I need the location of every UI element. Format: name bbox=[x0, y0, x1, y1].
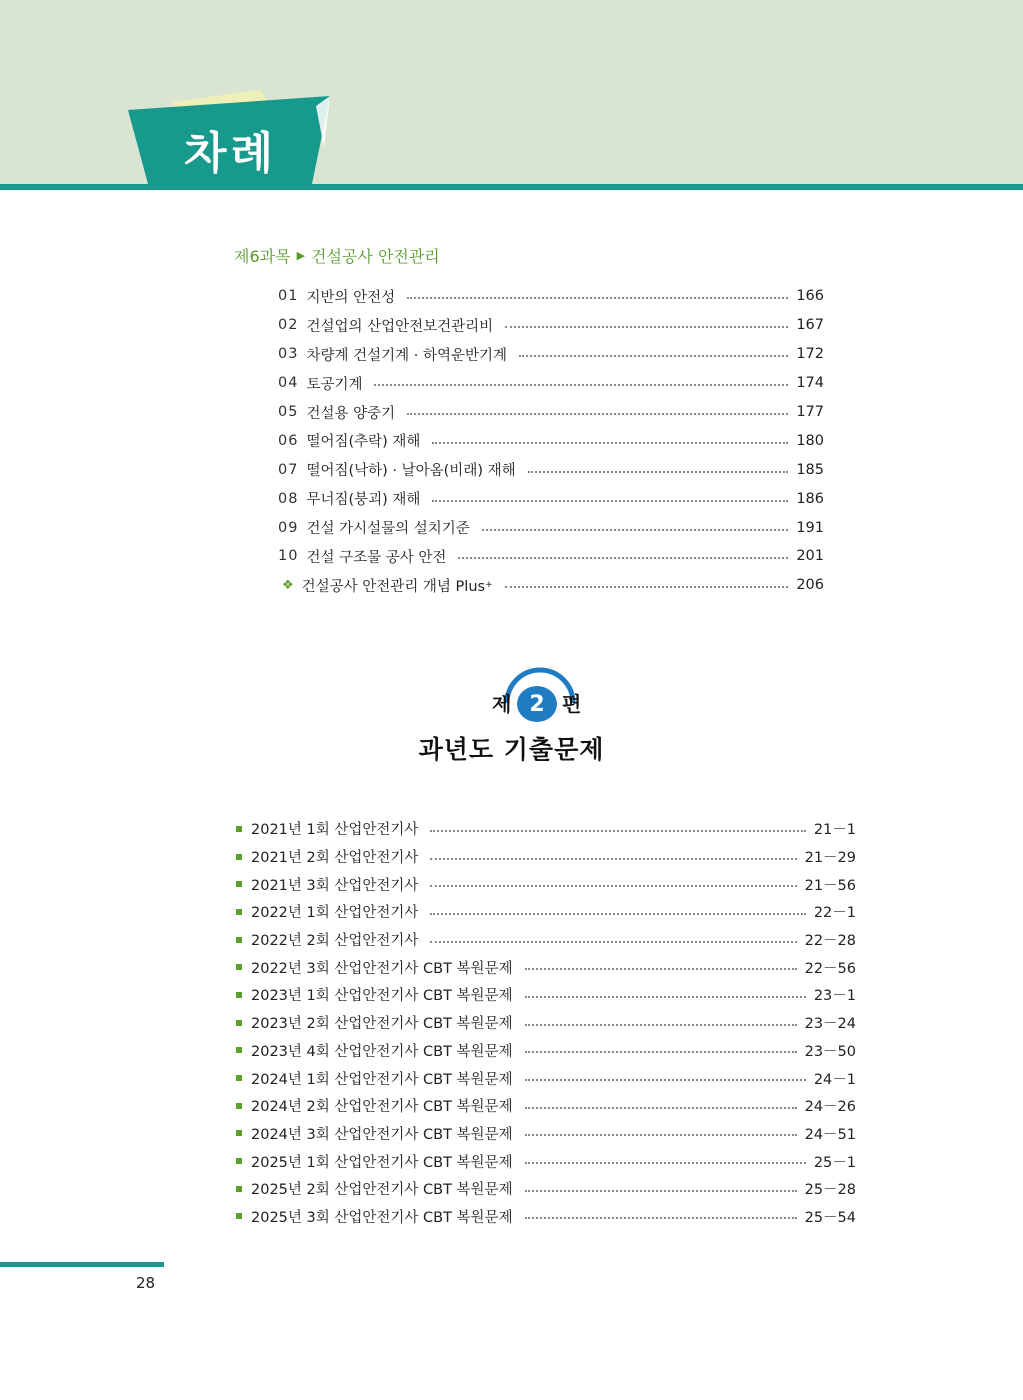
toc-entry[interactable] bbox=[278, 542, 824, 571]
exam-entry[interactable] bbox=[236, 843, 856, 871]
toc-entry[interactable] bbox=[278, 340, 824, 369]
toc-entry[interactable] bbox=[278, 513, 824, 542]
dot-leader bbox=[407, 413, 788, 415]
exam-entry-page: 21－56 bbox=[804, 877, 856, 894]
toc-entry[interactable] bbox=[278, 426, 824, 455]
header-rule bbox=[0, 184, 1023, 190]
toc-entry-page: 167 bbox=[796, 317, 824, 334]
dot-leader bbox=[525, 1217, 797, 1219]
exam-entry[interactable] bbox=[236, 1203, 856, 1231]
dot-leader bbox=[528, 471, 789, 473]
exam-entry-title: 2023년 4회 산업안전기사 CBT 복원문제 bbox=[251, 1043, 513, 1060]
exam-entry-title: 2025년 2회 산업안전기사 CBT 복원문제 bbox=[251, 1182, 513, 1199]
exam-entry[interactable] bbox=[236, 953, 856, 981]
exam-entry[interactable] bbox=[236, 926, 856, 954]
dot-leader bbox=[430, 913, 805, 915]
exam-entry[interactable] bbox=[236, 981, 856, 1009]
exam-entry[interactable] bbox=[236, 1037, 856, 1065]
dot-leader bbox=[519, 355, 788, 357]
exam-entry-page: 21－29 bbox=[804, 850, 856, 867]
toc-entry-page: 185 bbox=[796, 461, 824, 478]
toc-entry-title: 건설 구조물 공사 안전 bbox=[306, 549, 447, 566]
square-bullet-icon bbox=[236, 909, 242, 915]
exam-entry-page: 22－28 bbox=[804, 933, 856, 950]
exam-entry-page: 25－54 bbox=[804, 1209, 856, 1226]
exam-entry-page: 24－1 bbox=[813, 1071, 856, 1088]
dot-leader bbox=[525, 1079, 806, 1081]
toc-entry-number: 02 bbox=[278, 317, 299, 334]
page-number: 28 bbox=[136, 1274, 156, 1292]
exam-entry-page: 22－56 bbox=[804, 960, 856, 977]
section-label: 제6과목 bbox=[234, 247, 291, 266]
square-bullet-icon bbox=[236, 1020, 242, 1026]
exam-entry-page: 23－50 bbox=[804, 1043, 856, 1060]
exam-entry-page: 21－1 bbox=[813, 822, 856, 839]
toc-entry[interactable] bbox=[278, 311, 824, 340]
exam-entry[interactable] bbox=[236, 898, 856, 926]
toc-entry-number: 03 bbox=[278, 346, 299, 363]
exam-entry-title: 2024년 3회 산업안전기사 CBT 복원문제 bbox=[251, 1126, 513, 1143]
exam-entry-page: 25－28 bbox=[804, 1182, 856, 1199]
part-prefix: 제 bbox=[492, 692, 512, 716]
toc-entry-number: 05 bbox=[278, 404, 299, 420]
exam-entry[interactable] bbox=[236, 1064, 856, 1092]
exam-entry[interactable] bbox=[236, 1120, 856, 1148]
exam-entry-title: 2022년 1회 산업안전기사 bbox=[251, 905, 419, 922]
section-toc bbox=[278, 282, 824, 600]
part-suffix: 편 bbox=[562, 692, 582, 716]
exam-entry-title: 2022년 3회 산업안전기사 CBT 복원문제 bbox=[251, 960, 513, 977]
dot-leader bbox=[430, 885, 796, 887]
dot-leader bbox=[525, 968, 797, 970]
dot-leader bbox=[525, 1162, 806, 1164]
exam-entry-title: 2021년 2회 산업안전기사 bbox=[251, 850, 419, 867]
dot-leader bbox=[374, 384, 788, 386]
square-bullet-icon bbox=[236, 1130, 242, 1136]
square-bullet-icon bbox=[236, 1158, 242, 1164]
toc-entry-number: 08 bbox=[278, 490, 299, 507]
toc-entry-title: 떨어짐(낙하) · 날아옴(비래) 재해 bbox=[306, 463, 516, 480]
toc-entry-number: 06 bbox=[278, 432, 299, 449]
toc-entry-title: 무너짐(붕괴) 재해 bbox=[306, 492, 421, 509]
section-heading bbox=[234, 244, 440, 267]
dot-leader bbox=[525, 1134, 797, 1136]
square-bullet-icon bbox=[236, 1047, 242, 1053]
section-title: 건설공사 안전관리 bbox=[311, 247, 440, 266]
dot-leader bbox=[432, 500, 788, 502]
exam-entry[interactable] bbox=[236, 1092, 856, 1120]
dot-leader bbox=[482, 529, 789, 531]
toc-entry-number: 10 bbox=[278, 548, 299, 565]
exam-entry[interactable] bbox=[236, 1009, 856, 1037]
toc-entry-number: 07 bbox=[278, 461, 299, 478]
dot-leader bbox=[458, 557, 788, 559]
exam-toc bbox=[236, 815, 856, 1230]
toc-entry-number: 04 bbox=[278, 375, 299, 392]
dot-leader bbox=[430, 830, 805, 832]
exam-entry[interactable] bbox=[236, 870, 856, 898]
toc-entry-title: 건설업의 산업안전보건관리비 bbox=[306, 318, 494, 335]
toc-entry-page: 180 bbox=[796, 432, 824, 449]
exam-entry-page: 23－1 bbox=[813, 988, 856, 1005]
exam-entry[interactable] bbox=[236, 815, 856, 843]
toc-entry-page: 174 bbox=[796, 375, 824, 392]
toc-entry[interactable] bbox=[278, 455, 824, 484]
dot-leader bbox=[432, 442, 788, 444]
exam-entry-page: 23－24 bbox=[804, 1016, 856, 1033]
diamond-bullet-icon: ❖ bbox=[282, 577, 294, 593]
exam-entry-title: 2022년 2회 산업안전기사 bbox=[251, 933, 419, 950]
exam-entry-page: 24－26 bbox=[804, 1099, 856, 1116]
dot-leader bbox=[525, 1051, 797, 1053]
exam-entry-title: 2024년 2회 산업안전기사 CBT 복원문제 bbox=[251, 1099, 513, 1116]
toc-plus-entry[interactable] bbox=[278, 571, 824, 600]
exam-entry-title: 2021년 1회 산업안전기사 bbox=[251, 822, 419, 839]
exam-entry-page: 24－51 bbox=[804, 1126, 856, 1143]
plus-superscript: + bbox=[485, 580, 493, 591]
exam-entry-page: 22－1 bbox=[813, 905, 856, 922]
toc-entry-title: 건설용 양중기 bbox=[306, 405, 396, 422]
toc-entry-number: 01 bbox=[278, 288, 299, 305]
toc-entry-title: 떨어짐(추락) 재해 bbox=[306, 434, 421, 451]
toc-entry[interactable] bbox=[278, 282, 824, 311]
exam-entry-title: 2025년 1회 산업안전기사 CBT 복원문제 bbox=[251, 1154, 513, 1171]
dot-leader bbox=[505, 586, 789, 588]
page-title: 차례 bbox=[184, 128, 278, 179]
toc-entry-number: 09 bbox=[278, 519, 299, 536]
toc-entry[interactable] bbox=[278, 398, 824, 427]
toc-entry-title: 지반의 안전성 bbox=[306, 289, 396, 306]
toc-entry-title: 건설 가시설물의 설치기준 bbox=[306, 521, 470, 538]
dot-leader bbox=[430, 941, 796, 943]
toc-entry[interactable] bbox=[278, 369, 824, 398]
toc-entry-title: 차량계 건설기계 · 하역운반기계 bbox=[306, 347, 507, 364]
toc-entry-page: 177 bbox=[796, 404, 824, 420]
exam-entry-title: 2024년 1회 산업안전기사 CBT 복원문제 bbox=[251, 1071, 513, 1088]
footer-rule bbox=[0, 1262, 164, 1267]
part-number-badge: 2 bbox=[517, 686, 557, 722]
toc-entry-title: 토공기계 bbox=[306, 376, 363, 393]
square-bullet-icon bbox=[236, 881, 242, 887]
exam-entry-title: 2023년 1회 산업안전기사 CBT 복원문제 bbox=[251, 988, 513, 1005]
square-bullet-icon bbox=[236, 1213, 242, 1219]
toc-entry-page: 166 bbox=[796, 288, 824, 305]
dot-leader bbox=[430, 858, 796, 860]
toc-entry-page: 191 bbox=[796, 519, 824, 536]
toc-entry-page: 201 bbox=[796, 548, 824, 565]
dot-leader bbox=[505, 326, 788, 328]
square-bullet-icon bbox=[236, 937, 242, 943]
dot-leader bbox=[407, 297, 788, 299]
exam-entry[interactable] bbox=[236, 1175, 856, 1203]
toc-entry-page: 186 bbox=[796, 490, 824, 507]
square-bullet-icon bbox=[236, 854, 242, 860]
dot-leader bbox=[525, 1107, 797, 1109]
square-bullet-icon bbox=[236, 1186, 242, 1192]
exam-entry-title: 2021년 3회 산업안전기사 bbox=[251, 877, 419, 894]
exam-entry-page: 25－1 bbox=[813, 1154, 856, 1171]
dot-leader bbox=[525, 996, 806, 998]
toc-entry-page: 172 bbox=[796, 346, 824, 363]
square-bullet-icon bbox=[236, 1075, 242, 1081]
dot-leader bbox=[525, 1024, 797, 1026]
square-bullet-icon bbox=[236, 826, 242, 832]
square-bullet-icon bbox=[236, 992, 242, 998]
dot-leader bbox=[525, 1190, 797, 1192]
exam-entry-title: 2023년 2회 산업안전기사 CBT 복원문제 bbox=[251, 1016, 513, 1033]
exam-entry-title: 2025년 3회 산업안전기사 CBT 복원문제 bbox=[251, 1209, 513, 1226]
square-bullet-icon bbox=[236, 964, 242, 970]
toc-entry[interactable] bbox=[278, 484, 824, 513]
triangle-right-icon: ▶ bbox=[296, 249, 306, 262]
square-bullet-icon bbox=[236, 1103, 242, 1109]
toc-entry-title: 건설공사 안전관리 개념 Plus bbox=[301, 578, 486, 595]
toc-entry-page: 206 bbox=[796, 577, 824, 594]
part-title: 과년도 기출문제 bbox=[418, 735, 605, 764]
exam-entry[interactable] bbox=[236, 1147, 856, 1175]
